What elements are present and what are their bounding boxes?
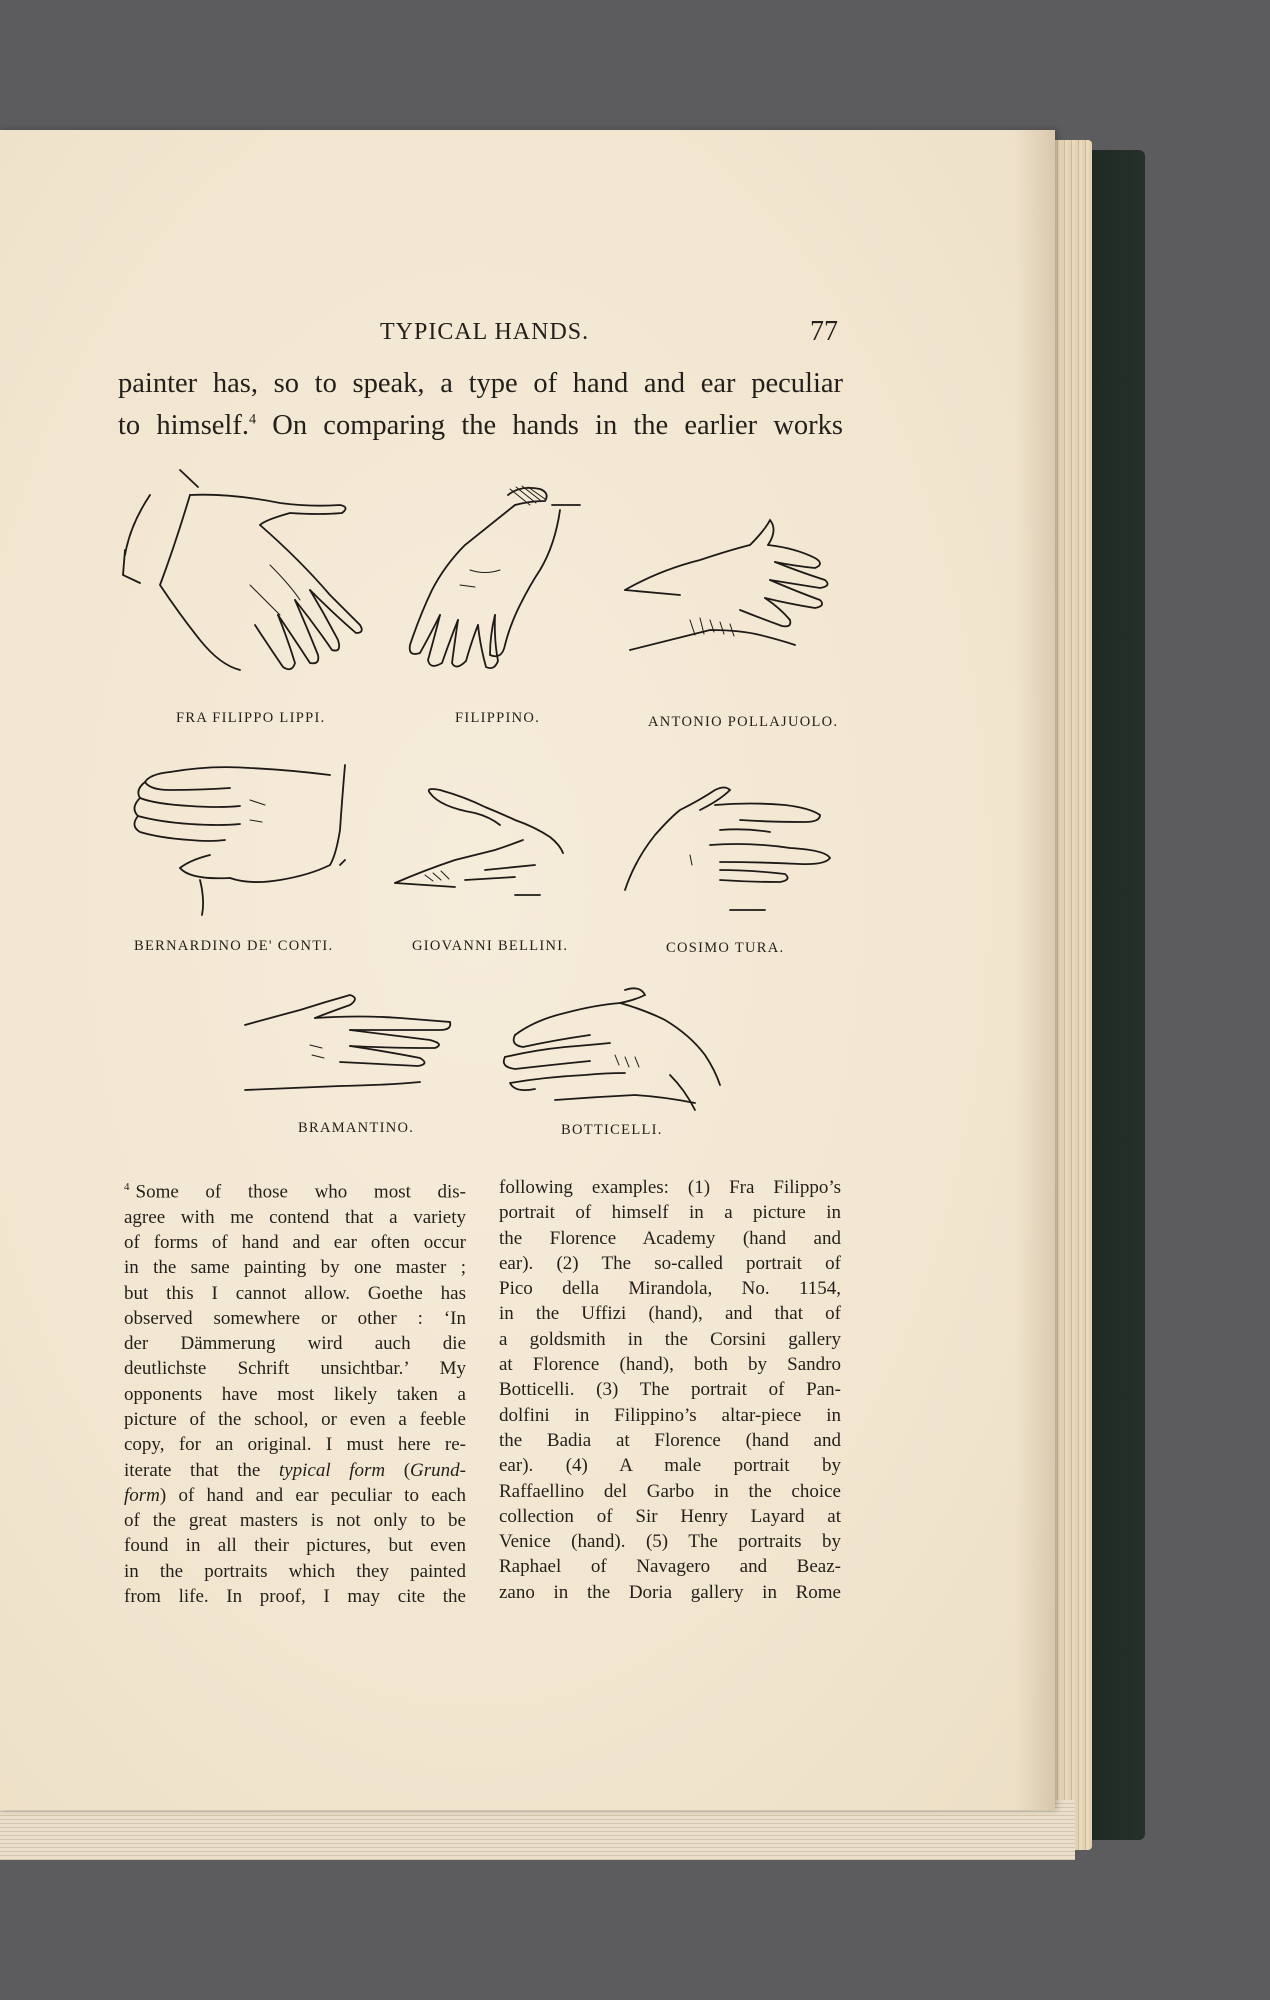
footnote-line: from life. In proof, I may cite the <box>124 1586 466 1608</box>
footnote-line: the Badia at Florence (hand and <box>499 1429 841 1451</box>
footnote-line: opponents have most likely taken a <box>124 1383 466 1405</box>
footnote-line: dolfini in Filippino’s altar-piece in <box>499 1404 841 1426</box>
page-number: 77 <box>810 316 838 347</box>
footnote-line: at Florence (hand), both by Sandro <box>499 1354 841 1376</box>
footnote-ref: 4 <box>248 411 257 428</box>
footnote-line: but this I cannot allow. Goethe has <box>124 1282 466 1304</box>
body-line-1: painter has, so to speak, a type of hand and ear peculiar <box>118 368 843 399</box>
hand-illustration-cosimo-tura <box>620 780 840 920</box>
running-title: TYPICAL HANDS. <box>380 319 590 345</box>
footnote-line: agree with me contend that a variety <box>124 1206 466 1228</box>
figure-caption: ANTONIO POLLAJUOLO. <box>648 714 839 730</box>
hand-illustration-giovanni-bellini <box>385 785 595 905</box>
footnote-line: a goldsmith in the Corsini gallery <box>499 1328 841 1350</box>
footnote-line: Venice (hand). (5) The portraits by <box>499 1531 841 1553</box>
footnote-line: copy, for an original. I must here re- <box>124 1434 466 1456</box>
hand-illustration-fra-filippo-lippi <box>120 465 370 680</box>
figure-caption: BRAMANTINO. <box>298 1120 415 1136</box>
footnote-line: iterate that the typical form (Grund- <box>124 1459 466 1481</box>
footnote-line: in the portraits which they painted <box>124 1560 466 1582</box>
body-line-2: to himself.$^4$ On comparing the hands in the earlier works <box>118 410 843 441</box>
book-page <box>0 130 1055 1810</box>
figure-caption: GIOVANNI BELLINI. <box>412 938 569 954</box>
hand-illustration-filippino <box>390 475 600 675</box>
footnote-line: of the great masters is not only to be <box>124 1510 466 1532</box>
hand-illustration-botticelli <box>495 985 730 1115</box>
footnote-right-column <box>499 1175 841 1605</box>
footnote-line: ear). (4) A male portrait by <box>499 1455 841 1477</box>
footnote-line: observed somewhere or other : ‘In <box>124 1307 466 1329</box>
footnote-line: zano in the Doria gallery in Rome <box>499 1581 841 1603</box>
footnote-line: following examples: (1) Fra Filippo’s <box>499 1177 841 1198</box>
figure-caption: BERNARDINO DE' CONTI. <box>134 938 334 954</box>
footnote-line: Raffaellino del Garbo in the choice <box>499 1480 841 1502</box>
footnote-line: Pico della Mirandola, No. 1154, <box>499 1278 841 1300</box>
figure-caption: FILIPPINO. <box>455 710 541 726</box>
figure-caption: FRA FILIPPO LIPPI. <box>176 710 326 726</box>
footnote-line: ear). (2) The so-called portrait of <box>499 1252 841 1274</box>
footnote-line: $^4$ Some of those who most dis- <box>124 1181 466 1203</box>
figure-caption: BOTTICELLI. <box>561 1122 663 1138</box>
figure-caption: COSIMO TURA. <box>666 940 785 956</box>
footnote-line: collection of Sir Henry Layard at <box>499 1505 841 1527</box>
footnote-line: portrait of himself in a picture in <box>499 1202 841 1224</box>
footnote-line: the Florence Academy (hand and <box>499 1227 841 1249</box>
footnote-line: picture of the school, or even a feeble <box>124 1409 466 1430</box>
footnote-line: form) of hand and ear peculiar to each <box>124 1484 466 1506</box>
footnote-line: of forms of hand and ear often occur <box>124 1231 466 1253</box>
footnote-line: Botticelli. (3) The portrait of Pan- <box>499 1379 841 1401</box>
footnote-line: in the Uffizi (hand), and that of <box>499 1303 841 1325</box>
footnote-line: deutlichste Schrift unsichtbar.’ My <box>124 1358 466 1380</box>
footnote-line: Raphael of Navagero and Beaz- <box>499 1556 841 1578</box>
hand-illustration-bernardino-de-conti <box>130 760 360 920</box>
footnote-left-column <box>124 1175 466 1609</box>
footnote-line: found in all their pictures, but even <box>124 1535 466 1557</box>
footnote-line: der Dämmerung wird auch die <box>124 1333 466 1355</box>
hand-illustration-bramantino <box>240 990 455 1110</box>
hand-illustration-antonio-pollajuolo <box>620 500 835 660</box>
footnote-marker: 4 <box>124 1181 130 1193</box>
footnote-line: in the same painting by one master ; <box>124 1257 466 1279</box>
